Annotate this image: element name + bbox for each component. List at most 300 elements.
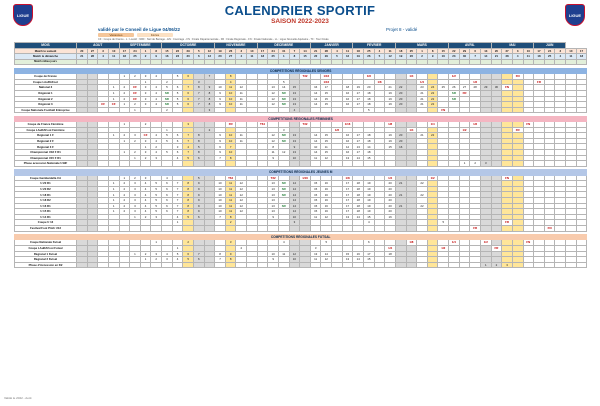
match-day-cell: 4 — [151, 102, 162, 108]
match-day-cell: 13 — [342, 214, 353, 220]
match-day-cell: 17 — [353, 102, 364, 108]
saturday-date: 15 — [438, 48, 449, 54]
match-day-cell: 2 — [119, 96, 130, 102]
match-day-cell — [215, 262, 226, 268]
competition-label: U 15 R1 — [15, 209, 77, 215]
competition-label: Régional 3 F — [15, 144, 77, 150]
match-day-cell: 5 — [172, 90, 183, 96]
competition-label: Coupe LAuRAFoot Futsal — [15, 245, 77, 251]
match-day-cell: 1/8 — [364, 74, 375, 80]
match-day-cell: 5 — [151, 186, 162, 192]
competition-label: Régional 1 Futsal — [15, 251, 77, 257]
match-day-cell: 4 — [151, 138, 162, 144]
match-day-cell: 1/2 — [449, 74, 460, 80]
match-day-cell — [374, 262, 385, 268]
match-day-cell: 12 — [342, 144, 353, 150]
saturday-date: 17 — [119, 48, 130, 54]
match-day-cell: 17 — [353, 150, 364, 156]
match-day-cell: 5 — [151, 209, 162, 215]
match-day-cell: 7 — [193, 96, 204, 102]
match-day-cell: 5 — [172, 102, 183, 108]
match-day-cell: 12 — [236, 198, 247, 204]
sunday-date: 12 — [342, 54, 353, 60]
match-day-cell — [385, 262, 396, 268]
match-day-cell: 1/8 — [385, 122, 396, 128]
match-day-cell: 5 — [151, 203, 162, 209]
match-day-cell: 6 — [172, 85, 183, 91]
sunday-date: 4 — [98, 54, 109, 60]
match-day-cell: 6 — [172, 150, 183, 156]
match-day-cell: 19 — [364, 181, 375, 187]
match-day-cell: FR — [534, 79, 545, 85]
match-day-cell: 9 — [204, 85, 215, 91]
sunday-date: 23 — [449, 54, 460, 60]
sunday-date: 28 — [87, 54, 98, 60]
match-day-cell: 3 — [140, 102, 151, 108]
match-day-cell: 11 — [236, 138, 247, 144]
match-day-cell: 2 — [130, 102, 141, 108]
match-day-cell: 3 — [278, 127, 289, 133]
competition-label: U 18 R1 — [15, 192, 77, 198]
match-day-cell: T32 — [300, 122, 311, 128]
match-day-cell: 3 — [130, 186, 141, 192]
match-day-cell: 15 — [364, 214, 375, 220]
match-day-cell: 1/2 — [470, 79, 481, 85]
saturday-date: 15 — [162, 48, 173, 54]
match-day-cell — [321, 262, 332, 268]
match-day-cell: 17 — [342, 186, 353, 192]
month-header: FEVRIER — [353, 43, 396, 49]
match-day-cell: 1 — [140, 79, 151, 85]
match-day-cell: 7 — [183, 138, 194, 144]
match-day-cell: 11 — [268, 150, 279, 156]
match-day-cell: T32 — [268, 175, 279, 181]
sunday-date: 18 — [257, 54, 268, 60]
match-day-cell: 4 — [225, 79, 236, 85]
match-day-cell: 1 — [140, 257, 151, 263]
sunday-date: 18 — [576, 54, 587, 60]
saturday-date: 19 — [215, 48, 226, 54]
match-day-cell: 12 — [236, 192, 247, 198]
match-day-cell: 14 — [278, 85, 289, 91]
match-day-cell: 2 — [470, 161, 481, 167]
match-day-cell: 1 — [108, 181, 119, 187]
match-day-cell — [395, 262, 406, 268]
match-day-cell: 29 — [480, 85, 491, 91]
match-day-cell: 3 — [140, 150, 151, 156]
match-day-cell: 10 — [215, 186, 226, 192]
match-day-cell: 1/4 — [385, 175, 396, 181]
match-day-cell: 25 — [438, 85, 449, 91]
match-day-cell: SR — [278, 138, 289, 144]
match-day-cell — [183, 262, 194, 268]
match-day-cell: 21 — [395, 181, 406, 187]
match-day-cell: 9 — [268, 155, 279, 161]
match-day-cell: 6 — [183, 90, 194, 96]
match-day-cell: 20 — [364, 85, 375, 91]
sunday-date: 4 — [236, 54, 247, 60]
match-day-cell: 4 — [140, 203, 151, 209]
match-day-cell: 6 — [193, 214, 204, 220]
saturday-date: 8 — [427, 48, 438, 54]
month-header: DECEMBRE — [257, 43, 310, 49]
match-day-cell: 13 — [289, 150, 300, 156]
match-day-cell: 22 — [417, 192, 428, 198]
match-day-cell: 2 — [119, 192, 130, 198]
match-day-cell: SR — [278, 90, 289, 96]
match-day-cell: 2 — [140, 155, 151, 161]
match-day-cell — [236, 262, 247, 268]
sunday-date: 23 — [172, 54, 183, 60]
match-day-cell: 19 — [364, 198, 375, 204]
match-day-cell: 8 — [193, 150, 204, 156]
match-day-cell: 4 — [183, 144, 194, 150]
competition-label: U 18 R2 — [15, 198, 77, 204]
match-day-cell: 1 — [172, 220, 183, 226]
competition-label: Coupe LAuRAFoot Féminine — [15, 127, 77, 133]
match-day-cell: 6 — [215, 144, 226, 150]
match-day-cell: 8 — [183, 209, 194, 215]
match-day-cell: 11 — [236, 90, 247, 96]
match-day-cell: 22 — [395, 85, 406, 91]
match-day-cell: 19 — [364, 203, 375, 209]
match-day-cell: 7 — [183, 150, 194, 156]
match-day-cell: 21 — [417, 133, 428, 139]
match-day-cell: 1 — [119, 122, 130, 128]
saturday-date: 3 — [512, 48, 523, 54]
match-day-cell: 9 — [268, 257, 279, 263]
match-day-cell: 21 — [417, 102, 428, 108]
match-day-cell: 11 — [310, 214, 321, 220]
competition-label: Coupe U 13 — [15, 220, 77, 226]
match-day-cell: 18 — [364, 102, 375, 108]
sunday-date: 14 — [480, 54, 491, 60]
match-day-cell: 19 — [385, 90, 396, 96]
match-day-cell: 4 — [151, 90, 162, 96]
match-day-cell: 2 — [162, 79, 173, 85]
match-day-cell: T64 — [257, 122, 268, 128]
season-subtitle: SAISON 2022-2023 — [271, 18, 329, 25]
match-day-cell: 18 — [364, 150, 375, 156]
sunday-date: 13 — [204, 54, 215, 60]
sunday-date: 4 — [512, 54, 523, 60]
match-day-cell: 4 — [172, 257, 183, 263]
match-day-cell: 13 — [289, 133, 300, 139]
match-day-cell: 1 — [108, 133, 119, 139]
match-day-cell: 3 — [130, 192, 141, 198]
sunday-date: 30 — [459, 54, 470, 60]
match-day-cell: 4 — [278, 240, 289, 246]
match-day-cell — [162, 262, 173, 268]
sunday-date: 11 — [247, 54, 258, 60]
match-day-cell: 14 — [310, 133, 321, 139]
match-day-cell: 3 — [151, 214, 162, 220]
match-day-cell: 16 — [342, 138, 353, 144]
match-day-cell: 12 — [236, 181, 247, 187]
competition-label: Régional 1 — [15, 90, 77, 96]
match-day-cell: 1 — [108, 85, 119, 91]
saturday-date: 29 — [459, 48, 470, 54]
match-day-cell: 2 — [119, 85, 130, 91]
match-day-cell — [555, 262, 566, 268]
match-day-cell: FN — [544, 225, 555, 231]
match-day-cell: 14 — [289, 203, 300, 209]
saturday-date: 13 — [480, 48, 491, 54]
match-day-cell: 12 — [321, 257, 332, 263]
match-day-cell: 8 — [204, 102, 215, 108]
section-title: COMPETITIONS RÉGIONALES FÉMININES — [15, 116, 587, 122]
competition-label: Coupe Gambardella CA — [15, 175, 77, 181]
match-day-cell: 12 — [236, 203, 247, 209]
match-day-cell: 1/2 — [480, 240, 491, 246]
match-day-cell: 15 — [364, 155, 375, 161]
match-day-cell: FN — [512, 74, 523, 80]
saturday-date: 10 — [566, 48, 577, 54]
match-day-cell: 1/8 — [374, 79, 385, 85]
match-day-cell: 8 — [215, 251, 226, 257]
match-day-cell: 16 — [342, 102, 353, 108]
match-day-cell: 14 — [289, 192, 300, 198]
match-day-cell: 1 — [119, 102, 130, 108]
sunday-date: 15 — [300, 54, 311, 60]
page-title: CALENDRIER SPORTIF — [224, 3, 376, 18]
saturday-date: 11 — [342, 48, 353, 54]
match-day-cell: 16 — [385, 214, 396, 220]
match-day-cell — [300, 262, 311, 268]
match-day-cell: 1/4 — [417, 79, 428, 85]
match-day-cell: 19 — [364, 192, 375, 198]
match-day-cell: 22 — [427, 90, 438, 96]
vacances-pill: Vacances — [98, 33, 134, 37]
match-day-cell: 20 — [395, 90, 406, 96]
match-day-cell: 13 — [268, 198, 279, 204]
match-day-cell — [77, 262, 88, 268]
match-day-cell: 7 — [215, 214, 226, 220]
match-day-cell — [98, 262, 109, 268]
match-day-cell: 1 — [140, 144, 151, 150]
match-day-cell: 1 — [119, 150, 130, 156]
validation-note: validé par le Conseil de Ligue 04/06/22 — [98, 27, 181, 32]
match-day-cell: 6 — [193, 257, 204, 263]
match-day-cell: 4 — [140, 192, 151, 198]
match-day-cell: 13 — [289, 102, 300, 108]
match-day-cell: 7 — [183, 85, 194, 91]
match-day-cell: 2 — [151, 144, 162, 150]
match-day-cell: 13 — [268, 186, 279, 192]
match-day-cell: 13 — [289, 138, 300, 144]
match-day-cell: 19 — [385, 102, 396, 108]
match-day-cell — [576, 262, 587, 268]
match-day-cell: 7 — [204, 74, 215, 80]
match-day-cell: FR — [512, 127, 523, 133]
match-day-cell — [130, 262, 141, 268]
match-day-cell: 1/2 — [459, 127, 470, 133]
saturday-date: 17 — [534, 48, 545, 54]
saturday-date: 4 — [374, 48, 385, 54]
match-day-cell — [512, 262, 523, 268]
sunday-date: 6 — [193, 54, 204, 60]
match-day-cell: 2 — [130, 74, 141, 80]
match-day-cell: FN — [502, 85, 513, 91]
match-day-cell: 1 — [162, 127, 173, 133]
match-day-cell: 9 — [193, 181, 204, 187]
match-day-cell: 2 — [119, 203, 130, 209]
match-day-cell: 3 — [140, 74, 151, 80]
saturday-date: 20 — [77, 48, 88, 54]
match-day-cell: 6 — [162, 198, 173, 204]
match-day-cell — [534, 262, 545, 268]
match-day-cell: 4 — [140, 209, 151, 215]
match-day-cell: 5 — [183, 155, 194, 161]
match-day-cell: 3 — [193, 79, 204, 85]
sunday-date: 30 — [183, 54, 194, 60]
match-day-cell: 20 — [395, 102, 406, 108]
match-day-cell: 15 — [310, 209, 321, 215]
match-day-cell: 17 — [353, 133, 364, 139]
match-day-cell: 4 — [140, 198, 151, 204]
match-day-cell: SR — [278, 102, 289, 108]
match-day-cell: 14 — [289, 198, 300, 204]
saturday-date: 24 — [544, 48, 555, 54]
match-day-cell: 2 — [236, 245, 247, 251]
match-day-cell: 5 — [151, 198, 162, 204]
match-day-cell: 18 — [353, 181, 364, 187]
match-day-cell: 22 — [417, 203, 428, 209]
match-day-cell: 2 — [140, 251, 151, 257]
match-day-cell: 16 — [321, 203, 332, 209]
match-day-cell: 3 — [151, 251, 162, 257]
saturday-date: 3 — [98, 48, 109, 54]
saturday-date: 22 — [449, 48, 460, 54]
match-day-cell: 1 — [130, 251, 141, 257]
match-day-cell: 8 — [204, 90, 215, 96]
saturday-date: 20 — [491, 48, 502, 54]
match-day-cell: 10 — [310, 144, 321, 150]
match-day-cell: 11 — [310, 155, 321, 161]
match-day-cell: 3 — [130, 198, 141, 204]
match-day-cell: FN — [523, 122, 534, 128]
match-day-cell: 8 — [225, 257, 236, 263]
match-day-cell: 19 — [364, 186, 375, 192]
match-day-cell: 12 — [268, 102, 279, 108]
match-day-cell: 5 — [151, 192, 162, 198]
match-day-cell: 17 — [353, 96, 364, 102]
match-day-cell: T32 — [300, 74, 311, 80]
section-title: COMPETITIONS RÉGIONALES SENIORS — [15, 68, 587, 74]
match-day-cell: 1/8 — [406, 240, 417, 246]
match-day-cell: SR — [278, 181, 289, 187]
match-day-cell: 2 — [119, 90, 130, 96]
match-day-cell: 18 — [364, 133, 375, 139]
saturday-date: 12 — [204, 48, 215, 54]
match-day-cell: 16 — [342, 90, 353, 96]
saturday-date: 28 — [321, 48, 332, 54]
match-day-cell: 1 — [108, 186, 119, 192]
competition-label: Phase accession Nationale U19F — [15, 161, 77, 167]
match-day-cell: 17 — [321, 85, 332, 91]
match-day-cell: 3 — [140, 138, 151, 144]
match-day-cell: 9 — [268, 214, 279, 220]
match-day-cell: 12 — [278, 150, 289, 156]
match-day-cell: 16 — [321, 198, 332, 204]
match-day-cell: 10 — [268, 251, 279, 257]
match-day-cell: 11 — [236, 102, 247, 108]
match-day-cell: 6 — [162, 209, 173, 215]
match-day-cell: 2 — [140, 214, 151, 220]
match-day-cell: 1 — [108, 96, 119, 102]
match-day-cell: 11 — [225, 186, 236, 192]
match-day-cell: 1 — [459, 161, 470, 167]
match-day-cell — [151, 262, 162, 268]
saturday-date: 6 — [470, 48, 481, 54]
match-day-cell: 18 — [353, 209, 364, 215]
match-day-cell: 3 — [130, 203, 141, 209]
match-day-cell: 13 — [310, 251, 321, 257]
saturday-date: 17 — [257, 48, 268, 54]
sunday-date: 29 — [321, 54, 332, 60]
match-day-cell: 5 — [278, 79, 289, 85]
competition-label: Régional 3 — [15, 102, 77, 108]
match-day-cell: 2 — [183, 240, 194, 246]
competition-label: Festival Foot Pitch U13 — [15, 225, 77, 231]
competition-label: Coupe Nationale Futsal — [15, 240, 77, 246]
match-day-cell: 6 — [162, 192, 173, 198]
match-day-cell: FR — [491, 245, 502, 251]
match-day-cell: 16 — [321, 192, 332, 198]
saturday-date: 25 — [364, 48, 375, 54]
match-day-cell: 7 — [172, 203, 183, 209]
saturday-date: 27 — [502, 48, 513, 54]
match-day-cell: 7 — [172, 209, 183, 215]
midweek-label: Match milieu jours — [15, 59, 77, 65]
saturday-date: 3 — [236, 48, 247, 54]
match-day-cell: 15 — [364, 257, 375, 263]
project-note: Projet 8 - validé — [386, 27, 418, 32]
saturday-date: 10 — [108, 48, 119, 54]
match-day-cell: 15 — [321, 150, 332, 156]
match-day-cell: 7 — [193, 90, 204, 96]
match-day-cell: 5 — [193, 175, 204, 181]
match-day-cell: 1 — [108, 192, 119, 198]
match-day-cell: 11 — [225, 85, 236, 91]
match-day-cell: 27 — [459, 85, 470, 91]
saturday-date: 1 — [417, 48, 428, 54]
match-day-cell: 3 — [310, 245, 321, 251]
saturday-date: 31 — [278, 48, 289, 54]
match-day-cell: 4 — [151, 150, 162, 156]
match-day-cell: 3 — [204, 107, 215, 113]
match-day-cell: 2 — [130, 138, 141, 144]
match-day-cell: 3 — [502, 262, 513, 268]
match-day-cell: 14 — [353, 214, 364, 220]
match-day-cell: 4 — [162, 175, 173, 181]
month-header: MAI — [491, 43, 534, 49]
match-day-cell — [257, 262, 268, 268]
match-day-cell: 8 — [225, 155, 236, 161]
match-day-cell: 2 — [151, 257, 162, 263]
match-day-cell: 20 — [385, 192, 396, 198]
match-day-cell: 5 — [162, 85, 173, 91]
match-day-cell: 11 — [310, 257, 321, 263]
competition-label: Championnat U18 F R1 — [15, 150, 77, 156]
match-day-cell: 1/8 — [332, 127, 343, 133]
match-day-cell: 9 — [215, 96, 226, 102]
sunday-date: 11 — [566, 54, 577, 60]
match-day-cell: 12 — [268, 138, 279, 144]
match-day-cell: SR — [162, 90, 173, 96]
match-day-cell: 10 — [289, 257, 300, 263]
match-day-cell: 5 — [151, 181, 162, 187]
